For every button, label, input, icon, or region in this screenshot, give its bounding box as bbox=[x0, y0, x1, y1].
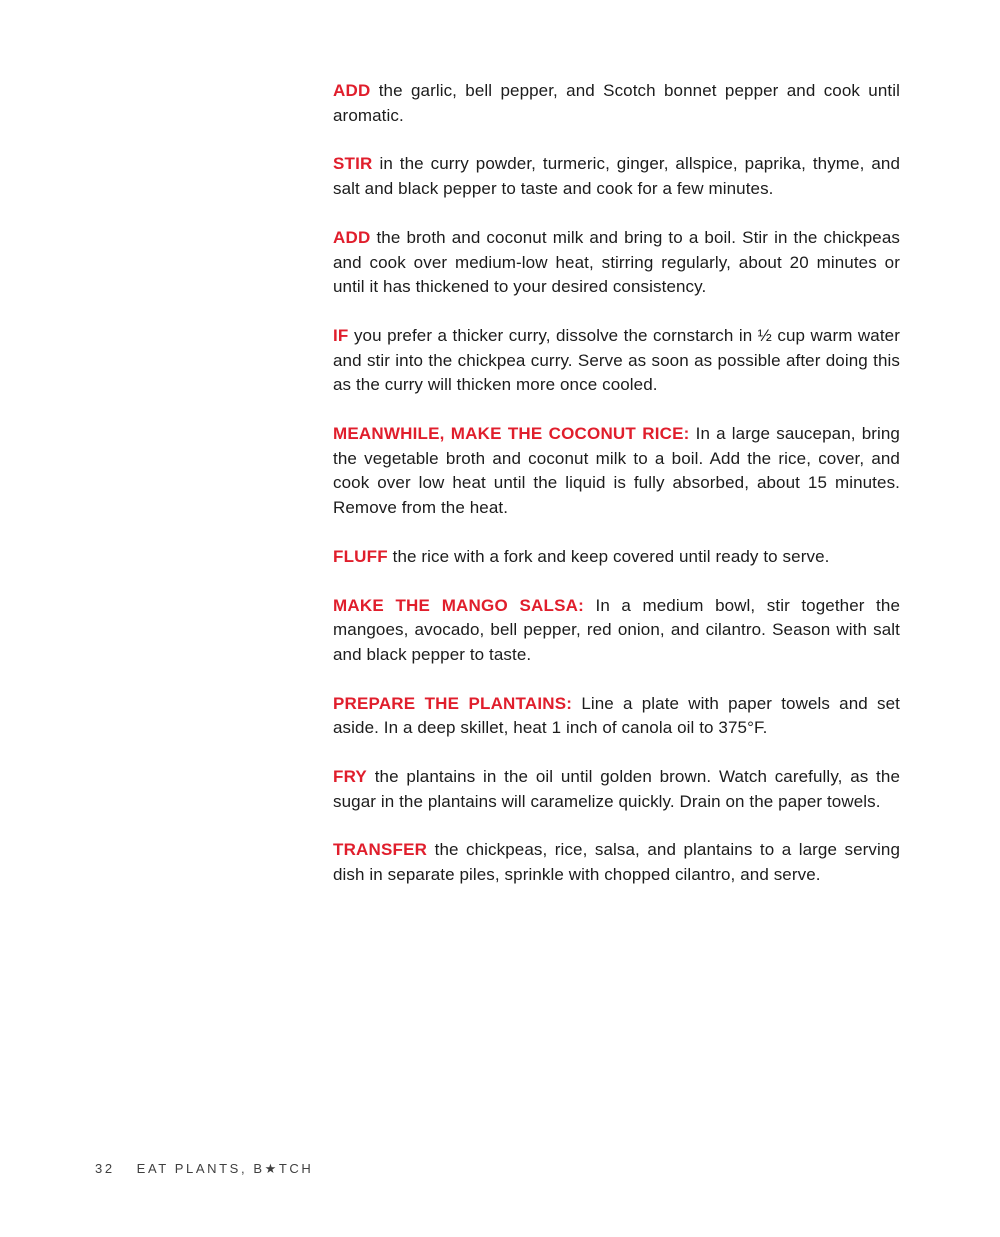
step-lead: MEANWHILE, MAKE THE COCONUT RICE: bbox=[333, 424, 690, 444]
recipe-step bbox=[333, 692, 900, 741]
recipe-step bbox=[333, 545, 900, 570]
recipe-step bbox=[333, 152, 900, 201]
recipe-step bbox=[333, 838, 900, 887]
step-text: you prefer a thicker curry, dissolve the cornstarch in ½ cup warm water and stir into the chickpea curry. Serve as soon as possible after doing this as the curry will thicken more once cooled. bbox=[333, 325, 900, 395]
step-text: the garlic, bell pepper, and Scotch bonnet pepper and cook until aromatic. bbox=[333, 81, 900, 125]
recipe-step bbox=[333, 324, 900, 398]
step-text: in the curry powder, turmeric, ginger, allspice, paprika, thyme, and salt and black pepper to taste and cook for a few minutes. bbox=[333, 154, 900, 199]
page-footer bbox=[95, 1161, 313, 1177]
step-text: In a medium bowl, stir together the mangoes, avocado, bell pepper, red onion, and cilantro. Season with salt and black pepper to taste. bbox=[333, 595, 900, 664]
step-lead: MAKE THE MANGO SALSA: bbox=[333, 595, 584, 615]
step-text: the chickpeas, rice, salsa, and plantains to a large serving dish in separate piles, sprinkle with chopped cilantro, and serve. bbox=[333, 840, 900, 885]
step-lead: TRANSFER bbox=[333, 840, 428, 860]
step-text: In a large saucepan, bring the vegetable broth and coconut milk to a boil. Add the rice, cover, and cook over low heat until the liquid is fully absorbed, about 15 minutes. Remove from the heat. bbox=[333, 424, 900, 518]
step-lead: FLUFF bbox=[333, 546, 388, 566]
step-text: the rice with a fork and keep covered until ready to serve. bbox=[392, 546, 830, 566]
recipe-step bbox=[333, 594, 900, 668]
step-lead: PREPARE THE PLANTAINS: bbox=[333, 693, 573, 713]
step-text: the broth and coconut milk and bring to a boil. Stir in the chickpeas and cook over medium-low heat, stirring regularly, about 20 minutes or until it has thickened to your desired consistency. bbox=[333, 227, 900, 297]
page-number: 32 bbox=[95, 1161, 115, 1176]
recipe-step bbox=[333, 226, 900, 300]
running-title: EAT PLANTS, B★TCH bbox=[136, 1161, 314, 1176]
step-lead: ADD bbox=[333, 227, 371, 247]
recipe-step bbox=[333, 422, 900, 521]
step-lead: IF bbox=[333, 325, 349, 345]
recipe-step bbox=[333, 79, 900, 128]
step-lead: STIR bbox=[333, 154, 373, 174]
recipe-step bbox=[333, 765, 900, 814]
step-text: Line a plate with paper towels and set aside. In a deep skillet, heat 1 inch of canola oil to 375°F. bbox=[333, 693, 900, 738]
step-lead: ADD bbox=[333, 81, 371, 100]
step-lead: FRY bbox=[333, 767, 367, 787]
step-text: the plantains in the oil until golden brown. Watch carefully, as the sugar in the plantains will caramelize quickly. Drain on the paper towels. bbox=[333, 767, 900, 811]
recipe-instructions bbox=[333, 79, 900, 912]
